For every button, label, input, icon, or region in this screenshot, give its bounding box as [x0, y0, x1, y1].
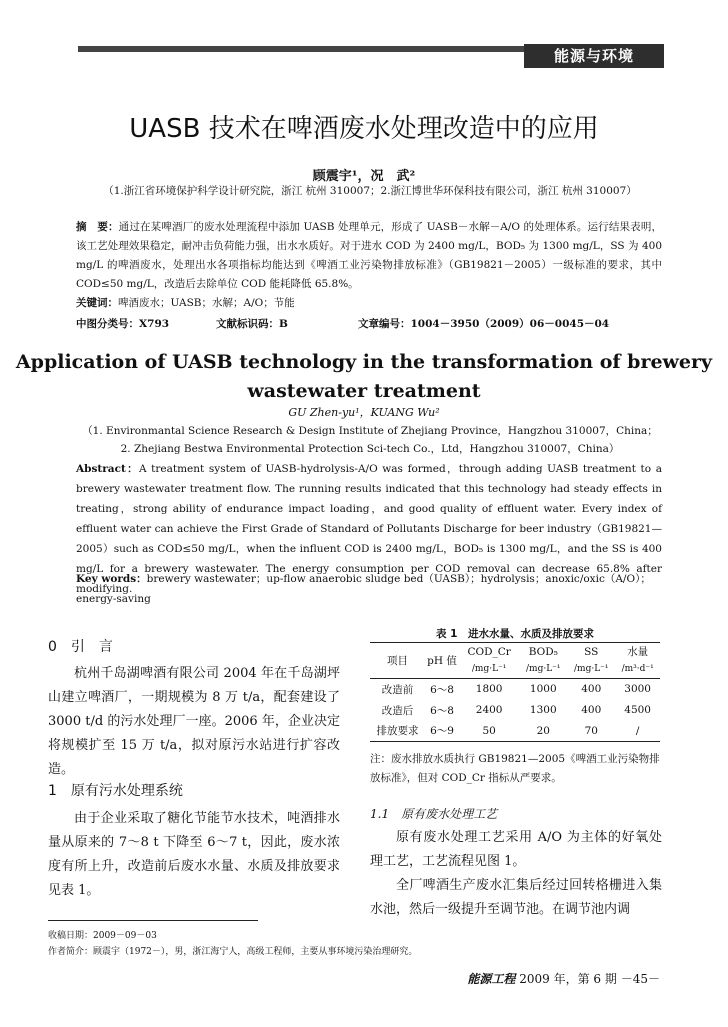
table-1-note: 注：废水排放水质执行 GB19821—2005《啤酒工业污染物排放标准》，但对 COD_Cr 指标从严要求。: [370, 753, 660, 784]
table-1-title: 表 1 进水水量、水质及排放要求: [436, 628, 594, 640]
journal-issue: 2009 年，第 6 期: [519, 972, 617, 986]
keywords-en-label: Key words：: [76, 573, 147, 585]
section-1-heading: 1 原有污水处理系统: [48, 783, 183, 799]
page-number: －45－: [620, 972, 660, 986]
table-cell: 50: [459, 721, 519, 742]
table-cell: 改造前: [381, 683, 414, 696]
keywords-en-text: brewery wastewater；up-flow anaerobic sludge bed（UASB）；hydrolysis；anoxic/oxic（A/O）；energy-saving: [76, 573, 651, 605]
table-header: COD_Cr: [467, 645, 511, 658]
clc-code: 中图分类号：X793: [76, 318, 170, 330]
abstract-cn-text: 通过在某啤酒厂的废水处理流程中添加 UASB 处理单元，形成了 UASB－水解－A/O 的处理体系。运行结果表明，该工艺处理效果稳定，耐冲击负荷能力强，出水水质好。对于进水 COD 为 2400 mg/L，BOD₅ 为 1300 mg/L，SS 为 400 mg/L 的啤酒废水，处理出水各项指标均能达到《啤酒工业污染物排放标准》（GB19821－2005）一级标准的要求，其中 COD≤50 mg/L，改造后去除单位 COD 能耗降低 65.8%。: [76, 221, 662, 290]
table-cell: 20: [519, 721, 567, 742]
page-footer: [467, 970, 660, 987]
authors-cn: 顾震宇¹，况 武²: [312, 169, 416, 184]
keywords-en: [76, 569, 662, 609]
table-cell: 改造后: [381, 704, 414, 717]
authors-en: GU Zhen-yu¹，KUANG Wu²: [288, 406, 440, 419]
table-header: pH 值: [425, 643, 459, 679]
section-1-text: 由于企业采取了糖化节能节水技术，吨酒排水量从原来的 7～8 t 下降至 6～7 t，因此，废水浓度有所上升，改造前后废水水量、水质及排放要求见表 1。: [48, 811, 340, 898]
table-cell: 70: [567, 721, 615, 742]
abstract-cn-label: 摘 要：: [76, 221, 119, 233]
table-cell: 1300: [529, 704, 557, 716]
journal-name: 能源工程: [467, 972, 516, 986]
document-code: 文献标识码：B: [216, 318, 288, 330]
affiliations-cn: （1.浙江省环境保护科学设计研究院，浙江 杭州 310007；2.浙江博世华环保科技有限公司，浙江 杭州 310007）: [103, 185, 637, 197]
abstract-en-label: Abstract：: [76, 463, 139, 475]
abstract-en-text: A treatment system of UASB-hydrolysis-A/O was formed，through adding UASB treatment to a brewery wastewater treatment flow. The running results indicated that this technology had steady effects in treating，strong ability of endurance impact loading，and good quality of effluent water. Every index of effluent water can achieve the First Grade of Standard of Pollutants Discharge for beer industry（GB19821—2005）such as COD≤50 mg/L，when the influent COD is 2400 mg/L，BOD₅ is 1300 mg/L，and the SS is 400 mg/L for a brewery wastewater. The energy consumption per COD removal can decrease 65.8% after modifying.: [76, 463, 662, 595]
table-unit: /mg·L⁻¹: [526, 664, 561, 675]
table-unit: /mg·L⁻¹: [574, 664, 609, 675]
table-1: [370, 642, 660, 742]
table-cell: 1800: [475, 683, 503, 696]
table-cell: 6～9: [425, 721, 459, 742]
subsection-1-1-para-1: 原有废水处理工艺采用 A/O 为主体的好氧处理工艺，工艺流程见图 1。: [370, 830, 662, 869]
section-0-text: 杭州千岛湖啤酒有限公司 2004 年在千岛湖坪山建立啤酒厂，一期规模为 8 万 t/a，配套建设了 3000 t/d 的污水处理厂一座。2006 年，企业决定将规模扩至 15 万 t/a，拟对原污水站进行扩容改造。: [48, 666, 340, 777]
keywords-cn-text: 啤酒废水；UASB；水解；A/O；节能: [118, 297, 295, 309]
table-unit: /m³·d⁻¹: [621, 664, 654, 675]
table-cell: 排放要求: [370, 721, 425, 742]
table-cell: 6～8: [430, 704, 454, 717]
affiliation-en-1: （1. Environmantal Science Research & Design Institute of Zhejiang Province，Hangzhou 310007，China；: [82, 425, 658, 437]
table-row: [370, 721, 660, 742]
title-en: Application of UASB technology in the transformation of brewery wastewater treatment: [15, 351, 713, 402]
table-header: SS: [584, 645, 599, 658]
table-cell: 2400: [475, 704, 503, 716]
footnote-rule: [48, 920, 258, 921]
subsection-1-1-heading: 1.1 原有废水处理工艺: [370, 807, 498, 821]
table-header: BOD₅: [528, 645, 558, 658]
abstract-cn: [76, 218, 662, 313]
subsection-1-1-para-2: 全厂啤酒生产废水汇集后经过回转格栅进入集水池，然后一级提升至调节池。在调节池内调: [370, 878, 662, 917]
table-cell: 3000: [624, 683, 651, 696]
table-cell: 1000: [529, 683, 557, 696]
table-unit: /mg·L⁻¹: [471, 664, 507, 675]
section-0-heading: 0 引 言: [48, 639, 113, 655]
footnote-author: 作者简介：顾震宇（1972－），男，浙江海宁人，高级工程师，主要从事环境污染治理研究。: [48, 947, 418, 957]
article-number: 文章编号：1004－3950（2009）06－0045－04: [358, 318, 610, 330]
table-row: [370, 679, 660, 700]
title-cn: UASB 技术在啤酒废水处理改造中的应用: [129, 114, 599, 144]
footnote-received: 收稿日期：2009－09－03: [48, 931, 157, 941]
table-cell: 400: [581, 704, 602, 716]
keywords-cn-label: 关键词：: [76, 297, 118, 309]
table-cell: 6～8: [430, 683, 454, 696]
affiliations-en: [70, 422, 670, 458]
table-cell: 400: [581, 683, 602, 696]
affiliation-en-2: 2. Zhejiang Bestwa Environmental Protection Sci-tech Co.，Ltd，Hangzhou 310007，China）: [120, 443, 620, 455]
table-row: [370, 700, 660, 721]
table-cell: /: [615, 721, 660, 742]
section-tag: 能源与环境: [524, 44, 664, 68]
table-header: 项目: [370, 643, 425, 679]
table-header: 水量: [627, 646, 649, 659]
table-cell: 4500: [624, 704, 651, 716]
